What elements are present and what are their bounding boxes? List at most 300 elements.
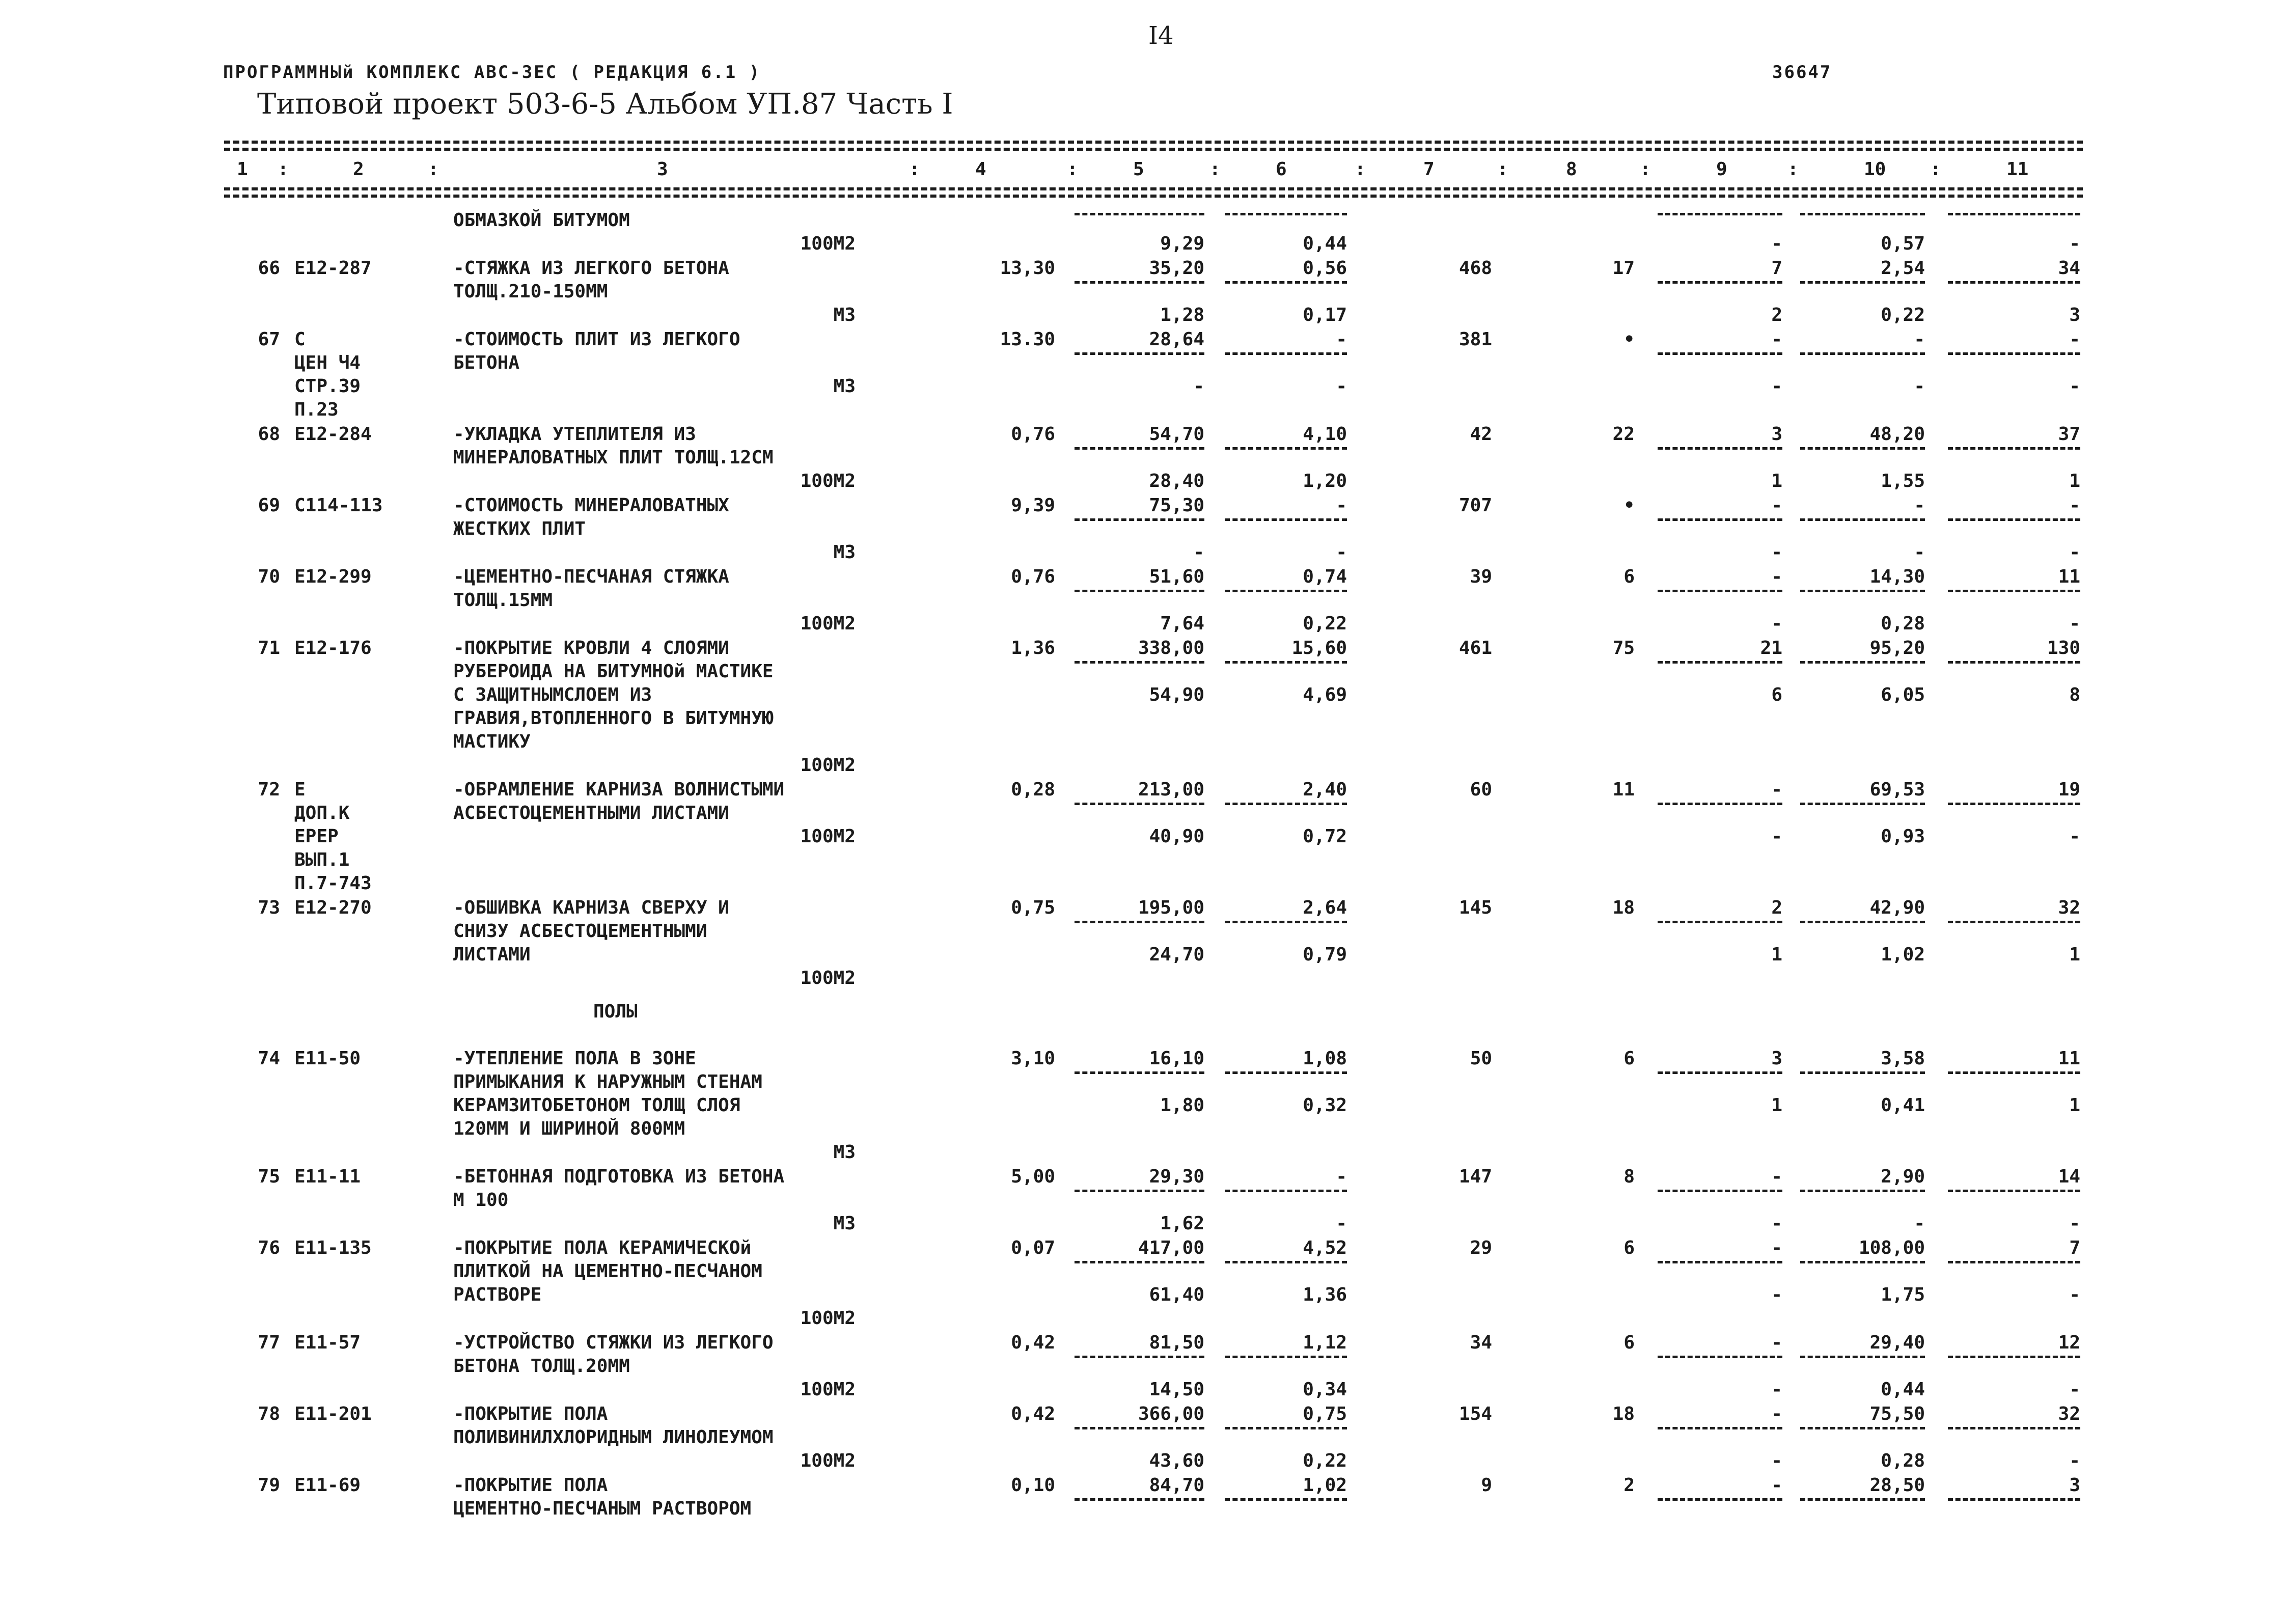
labor-total-sub-value: - — [2069, 826, 2080, 847]
cost-separator — [1658, 1356, 1782, 1358]
labor-total-sub-value: 1 — [2069, 471, 2080, 491]
unit-of-measure: 100М2 — [800, 826, 856, 847]
labor-total-value: 14 — [2058, 1166, 2080, 1187]
cost-separator — [1075, 447, 1204, 450]
wage-total-value: 6 — [1623, 566, 1635, 587]
norm-code: П.7-743 — [294, 873, 372, 894]
labor-total-sub-value: - — [2069, 1284, 2080, 1305]
cost-separator — [1948, 447, 2080, 450]
work-description: ЛИСТАМИ — [453, 944, 531, 965]
work-description: -ОБШИВКА КАРНИЗА СВЕРХУ И — [453, 897, 729, 918]
labor-sub-value: 6,05 — [1881, 684, 1925, 705]
column-header-9: 9 — [1716, 159, 1727, 180]
cost-separator — [1225, 1261, 1347, 1263]
unit-cost-sub-value: 61,40 — [1149, 1284, 1204, 1305]
labor-sub-value: 0,57 — [1881, 233, 1925, 254]
column-header-2: 2 — [353, 159, 364, 180]
wage-total-value: 18 — [1612, 1403, 1635, 1424]
qty-value: 13.30 — [1000, 329, 1055, 350]
total-cost-value: 39 — [1470, 566, 1492, 587]
labor-total-sub-value: - — [2069, 1450, 2080, 1471]
row-number: 78 — [258, 1403, 280, 1424]
qty-value: 0,28 — [1011, 779, 1055, 800]
norm-code: С114-113 — [294, 495, 383, 516]
norm-code: Е11-201 — [294, 1403, 372, 1424]
work-description: РУБЕРОИДА НА БИТУМНОй МАСТИКЕ — [453, 661, 774, 682]
wage-value: 0,75 — [1303, 1403, 1347, 1424]
cost-separator — [1225, 447, 1347, 450]
qty-value: 1,36 — [1011, 638, 1055, 658]
cost-separator — [1075, 1261, 1204, 1263]
total-cost-value: 29 — [1470, 1237, 1492, 1258]
header-rule-top — [224, 141, 2083, 144]
header-separator: : — [1209, 159, 1221, 180]
work-description: -СТОИМОСТЬ ПЛИТ ИЗ ЛЕГКОГО — [453, 329, 740, 350]
wage-sub-value: 1,20 — [1303, 471, 1347, 491]
labor-total-sub-value: 3 — [2069, 305, 2080, 325]
row-number: 71 — [258, 638, 280, 658]
wage-sub-value: 0,22 — [1303, 1450, 1347, 1471]
section-heading: ПОЛЫ — [593, 1001, 638, 1022]
row-number: 73 — [258, 897, 280, 918]
labor-value: 3,58 — [1881, 1048, 1925, 1069]
wage-total-value: 2 — [1623, 1475, 1635, 1496]
labor-value: 14,30 — [1869, 566, 1925, 587]
wage-value: - — [1336, 329, 1347, 350]
wage-total-value: 6 — [1623, 1237, 1635, 1258]
labor-value: 48,20 — [1869, 424, 1925, 445]
wage-value: 0,74 — [1303, 566, 1347, 587]
cost-separator — [1075, 1071, 1204, 1074]
labor-value: 108,00 — [1858, 1237, 1925, 1258]
unit-cost-value: 417,00 — [1138, 1237, 1204, 1258]
work-description: -ПОКРЫТИЕ КРОВЛИ 4 СЛОЯМИ — [453, 638, 729, 658]
cost-separator — [1225, 921, 1347, 923]
machine-value: - — [1771, 1332, 1782, 1353]
labor-sub-value: 0,44 — [1881, 1379, 1925, 1400]
cost-separator — [1075, 1498, 1204, 1501]
work-description: -СТЯЖКА ИЗ ЛЕГКОГО БЕТОНА — [453, 258, 729, 279]
work-description: КЕРАМЗИТОБЕТОНОМ ТОЛЩ СЛОЯ — [453, 1095, 740, 1116]
unit-of-measure: М3 — [833, 376, 856, 397]
cost-separator — [1225, 1190, 1347, 1192]
norm-code: Е11-50 — [294, 1048, 361, 1069]
work-description: -УСТРОЙСТВО СТЯЖКИ ИЗ ЛЕГКОГО — [453, 1332, 774, 1353]
wage-total-value: 22 — [1612, 424, 1635, 445]
cost-separator — [1075, 803, 1204, 805]
wage-total-value: • — [1623, 495, 1635, 516]
column-header-8: 8 — [1566, 159, 1577, 180]
work-description: -ОБРАМЛЕНИЕ КАРНИЗА ВОЛНИСТЫМИ — [453, 779, 785, 800]
norm-code: Е12-287 — [294, 258, 372, 279]
unit-of-measure: 100М2 — [800, 233, 856, 254]
norm-code: Е12-176 — [294, 638, 372, 658]
header-separator: : — [1067, 159, 1078, 180]
total-cost-value: 468 — [1458, 258, 1492, 279]
row-number: 66 — [258, 258, 280, 279]
labor-total-value: 11 — [2058, 1048, 2080, 1069]
norm-code: СТР.39 — [294, 376, 361, 397]
total-cost-value: 461 — [1458, 638, 1492, 658]
cost-separator — [1225, 590, 1347, 592]
machine-value: - — [1771, 329, 1782, 350]
cost-separator — [1658, 590, 1782, 592]
header-rule-bottom-2 — [224, 195, 2083, 198]
wage-sub-value: 0,44 — [1303, 233, 1347, 254]
cost-separator — [1225, 1356, 1347, 1358]
labor-value: 28,50 — [1869, 1475, 1925, 1496]
unit-cost-sub-value: 40,90 — [1149, 826, 1204, 847]
cost-separator — [1658, 1190, 1782, 1192]
cost-separator — [1800, 1498, 1925, 1501]
cost-separator — [1948, 1356, 2080, 1358]
labor-sub-value: 0,41 — [1881, 1095, 1925, 1116]
work-description: ЖЕСТКИХ ПЛИТ — [453, 518, 586, 539]
unit-of-measure: М3 — [833, 305, 856, 325]
row-number: 72 — [258, 779, 280, 800]
machine-value: 21 — [1760, 638, 1782, 658]
unit-cost-sub-value: - — [1193, 376, 1204, 397]
total-cost-value: 42 — [1470, 424, 1492, 445]
wage-sub-value: 1,36 — [1303, 1284, 1347, 1305]
wage-sub-value: - — [1336, 376, 1347, 397]
header-separator: : — [1640, 159, 1651, 180]
labor-total-sub-value: 8 — [2069, 684, 2080, 705]
machine-value: - — [1771, 566, 1782, 587]
labor-value: - — [1914, 495, 1925, 516]
norm-code: ВЫП.1 — [294, 849, 350, 870]
cost-separator — [1948, 281, 2080, 284]
unit-cost-sub-value: 9,29 — [1160, 233, 1204, 254]
wage-total-value: 11 — [1612, 779, 1635, 800]
labor-sub-value: 0,22 — [1881, 305, 1925, 325]
cost-separator — [1225, 281, 1347, 284]
unit-of-measure: 100М2 — [800, 1379, 856, 1400]
unit-of-measure: М3 — [833, 1213, 856, 1234]
machine-value: 3 — [1771, 424, 1782, 445]
labor-total-sub-value: - — [2069, 1379, 2080, 1400]
cost-separator — [1800, 1190, 1925, 1192]
labor-total-value: 7 — [2069, 1237, 2080, 1258]
cost-separator — [1948, 921, 2080, 923]
work-description: ТОЛЩ.210-150ММ — [453, 281, 608, 302]
total-cost-value: 34 — [1470, 1332, 1492, 1353]
column-header-1: 1 — [237, 159, 248, 180]
total-cost-value: 154 — [1458, 1403, 1492, 1424]
norm-code: Е — [294, 779, 306, 800]
labor-sub-value: 0,28 — [1881, 613, 1925, 634]
machine-sub-value: - — [1771, 376, 1782, 397]
wage-total-value: • — [1623, 329, 1635, 350]
cost-separator — [1948, 1498, 2080, 1501]
machine-value: 3 — [1771, 1048, 1782, 1069]
unit-cost-value: 35,20 — [1149, 258, 1204, 279]
row-number: 76 — [258, 1237, 280, 1258]
header-separator: : — [1497, 159, 1508, 180]
machine-sub-value: 1 — [1771, 944, 1782, 965]
column-header-3: 3 — [657, 159, 668, 180]
work-description: МАСТИКУ — [453, 731, 531, 752]
machine-value: - — [1771, 1166, 1782, 1187]
cost-separator — [1225, 1071, 1347, 1074]
machine-sub-value: 1 — [1771, 1095, 1782, 1116]
row-number: 79 — [258, 1475, 280, 1496]
cost-separator — [1225, 213, 1347, 215]
work-description: -СТОИМОСТЬ МИНЕРАЛОВАТНЫХ — [453, 495, 729, 516]
column-header-7: 7 — [1423, 159, 1435, 180]
cost-separator — [1800, 590, 1925, 592]
wage-total-value: 75 — [1612, 638, 1635, 658]
cost-separator — [1225, 1498, 1347, 1501]
cost-separator — [1800, 1427, 1925, 1429]
wage-value: 4,10 — [1303, 424, 1347, 445]
cost-separator — [1800, 447, 1925, 450]
labor-value: 69,53 — [1869, 779, 1925, 800]
labor-value: 42,90 — [1869, 897, 1925, 918]
labor-total-sub-value: 1 — [2069, 1095, 2080, 1116]
total-cost-value: 381 — [1458, 329, 1492, 350]
header-rule-top-2 — [224, 148, 2083, 151]
cost-separator — [1658, 803, 1782, 805]
labor-total-sub-value: - — [2069, 542, 2080, 563]
qty-value: 3,10 — [1011, 1048, 1055, 1069]
total-cost-value: 147 — [1458, 1166, 1492, 1187]
machine-sub-value: - — [1771, 1450, 1782, 1471]
work-description: -ПОКРЫТИЕ ПОЛА — [453, 1475, 608, 1496]
cost-separator — [1658, 213, 1782, 215]
cost-separator — [1948, 1071, 2080, 1074]
unit-cost-value: 29,30 — [1149, 1166, 1204, 1187]
wage-total-value: 8 — [1623, 1166, 1635, 1187]
header-separator: : — [1355, 159, 1366, 180]
wage-total-value: 6 — [1623, 1048, 1635, 1069]
cost-separator — [1658, 352, 1782, 355]
cost-separator — [1800, 281, 1925, 284]
unit-cost-sub-value: 7,64 — [1160, 613, 1204, 634]
wage-value: 15,60 — [1291, 638, 1347, 658]
norm-code: С — [294, 329, 306, 350]
row-number: 68 — [258, 424, 280, 445]
unit-of-measure: 100М2 — [800, 1450, 856, 1471]
machine-value: - — [1771, 1475, 1782, 1496]
norm-code: ДОП.К — [294, 803, 350, 823]
wage-value: 1,02 — [1303, 1475, 1347, 1496]
unit-cost-value: 195,00 — [1138, 897, 1204, 918]
labor-value: - — [1914, 329, 1925, 350]
labor-sub-value: 1,75 — [1881, 1284, 1925, 1305]
machine-value: - — [1771, 495, 1782, 516]
work-description: -ЦЕМЕНТНО-ПЕСЧАНАЯ СТЯЖКА — [453, 566, 729, 587]
doc-number: 36647 — [1772, 62, 1832, 82]
machine-value: - — [1771, 779, 1782, 800]
labor-sub-value: - — [1914, 542, 1925, 563]
labor-total-value: 32 — [2058, 1403, 2080, 1424]
wage-value: 1,12 — [1303, 1332, 1347, 1353]
cost-separator — [1800, 518, 1925, 521]
total-cost-value: 50 — [1470, 1048, 1492, 1069]
row-number: 67 — [258, 329, 280, 350]
wage-sub-value: 0,17 — [1303, 305, 1347, 325]
wage-value: - — [1336, 1166, 1347, 1187]
cost-separator — [1948, 803, 2080, 805]
labor-value: 29,40 — [1869, 1332, 1925, 1353]
labor-total-sub-value: - — [2069, 233, 2080, 254]
wage-sub-value: 0,34 — [1303, 1379, 1347, 1400]
cost-separator — [1075, 590, 1204, 592]
machine-sub-value: - — [1771, 542, 1782, 563]
cost-separator — [1075, 1427, 1204, 1429]
work-description: -ПОКРЫТИЕ ПОЛА КЕРАМИЧЕСКОй — [453, 1237, 752, 1258]
labor-sub-value: 1,02 — [1881, 944, 1925, 965]
cost-separator — [1658, 1498, 1782, 1501]
work-description: 120ММ И ШИРИНОЙ 800ММ — [453, 1118, 685, 1139]
work-description: СНИЗУ АСБЕСТОЦЕМЕНТНЫМИ — [453, 921, 707, 942]
norm-code: Е11-69 — [294, 1475, 361, 1496]
qty-value: 0,10 — [1011, 1475, 1055, 1496]
row-number: 75 — [258, 1166, 280, 1187]
row-number: 70 — [258, 566, 280, 587]
cost-separator — [1658, 921, 1782, 923]
row-number: 74 — [258, 1048, 280, 1069]
qty-value: 0,07 — [1011, 1237, 1055, 1258]
wage-sub-value: - — [1336, 1213, 1347, 1234]
cost-separator — [1075, 352, 1204, 355]
cost-separator — [1658, 661, 1782, 664]
wage-value: 4,52 — [1303, 1237, 1347, 1258]
norm-code: ЕРЕР — [294, 826, 339, 847]
column-header-10: 10 — [1864, 159, 1886, 180]
labor-sub-value: 1,55 — [1881, 471, 1925, 491]
unit-cost-value: 213,00 — [1138, 779, 1204, 800]
unit-of-measure: 100М2 — [800, 1308, 856, 1329]
work-description: -ПОКРЫТИЕ ПОЛА — [453, 1403, 608, 1424]
program-line: ПРОГРАММНЫй КОМПЛЕКС АВС-3ЕС ( РЕДАКЦИЯ 6.1 ) — [223, 62, 761, 82]
total-cost-value: 60 — [1470, 779, 1492, 800]
work-description: -УТЕПЛЕНИЕ ПОЛА В ЗОНЕ — [453, 1048, 696, 1069]
unit-cost-sub-value: 43,60 — [1149, 1450, 1204, 1471]
wage-sub-value: 4,69 — [1303, 684, 1347, 705]
labor-value: 2,54 — [1881, 258, 1925, 279]
unit-cost-sub-value: 24,70 — [1149, 944, 1204, 965]
machine-sub-value: 2 — [1771, 305, 1782, 325]
total-cost-value: 9 — [1481, 1475, 1492, 1496]
unit-cost-sub-value: 1,28 — [1160, 305, 1204, 325]
wage-total-value: 6 — [1623, 1332, 1635, 1353]
labor-total-value: - — [2069, 495, 2080, 516]
cost-separator — [1075, 1190, 1204, 1192]
machine-value: - — [1771, 1237, 1782, 1258]
cost-separator — [1948, 661, 2080, 664]
work-description: АСБЕСТОЦЕМЕНТНЫМИ ЛИСТАМИ — [453, 803, 729, 823]
qty-value: 0,42 — [1011, 1332, 1055, 1353]
work-description: ПЛИТКОЙ НА ЦЕМЕНТНО-ПЕСЧАНОМ — [453, 1261, 762, 1282]
labor-total-sub-value: - — [2069, 613, 2080, 634]
header-separator: : — [1787, 159, 1799, 180]
norm-code: ЦЕН Ч4 — [294, 352, 361, 373]
machine-value: 7 — [1771, 258, 1782, 279]
labor-sub-value: - — [1914, 1213, 1925, 1234]
cost-separator — [1658, 518, 1782, 521]
wage-sub-value: 0,22 — [1303, 613, 1347, 634]
cost-separator — [1075, 921, 1204, 923]
work-description: ОБМАЗКОЙ БИТУМОМ — [453, 210, 630, 231]
cost-separator — [1075, 661, 1204, 664]
wage-sub-value: 0,72 — [1303, 826, 1347, 847]
machine-sub-value: - — [1771, 1379, 1782, 1400]
cost-separator — [1658, 1427, 1782, 1429]
page-number: I4 — [1148, 21, 1174, 50]
cost-separator — [1800, 803, 1925, 805]
machine-sub-value: - — [1771, 1284, 1782, 1305]
unit-cost-sub-value: 1,80 — [1160, 1095, 1204, 1116]
unit-cost-value: 338,00 — [1138, 638, 1204, 658]
project-title: Типовой проект 503-6-5 Альбом УП.87 Часть I — [257, 88, 953, 121]
unit-cost-sub-value: 14,50 — [1149, 1379, 1204, 1400]
work-description: МИНЕРАЛОВАТНЫХ ПЛИТ ТОЛЩ.12СМ — [453, 447, 774, 468]
unit-of-measure: 100М2 — [800, 755, 856, 776]
cost-separator — [1948, 213, 2080, 215]
cost-separator — [1225, 518, 1347, 521]
wage-value: 1,08 — [1303, 1048, 1347, 1069]
labor-total-value: 11 — [2058, 566, 2080, 587]
norm-code: Е11-11 — [294, 1166, 361, 1187]
cost-separator — [1948, 1427, 2080, 1429]
labor-total-sub-value: 1 — [2069, 944, 2080, 965]
unit-cost-sub-value: 54,90 — [1149, 684, 1204, 705]
work-description: ПРИМЫКАНИЯ К НАРУЖНЫМ СТЕНАМ — [453, 1071, 762, 1092]
work-description: ЦЕМЕНТНО-ПЕСЧАНЫМ РАСТВОРОМ — [453, 1498, 752, 1519]
wage-value: - — [1336, 495, 1347, 516]
work-description: БЕТОНА ТОЛЩ.20ММ — [453, 1356, 630, 1377]
work-description: С ЗАЩИТНЫМСЛОЕМ ИЗ — [453, 684, 652, 705]
cost-separator — [1948, 1261, 2080, 1263]
labor-sub-value: - — [1914, 376, 1925, 397]
cost-separator — [1075, 213, 1204, 215]
qty-value: 0,76 — [1011, 566, 1055, 587]
cost-separator — [1800, 1261, 1925, 1263]
unit-cost-value: 84,70 — [1149, 1475, 1204, 1496]
cost-separator — [1800, 352, 1925, 355]
header-separator: : — [428, 159, 439, 180]
unit-cost-value: 75,30 — [1149, 495, 1204, 516]
row-number: 69 — [258, 495, 280, 516]
unit-cost-value: 16,10 — [1149, 1048, 1204, 1069]
cost-separator — [1800, 213, 1925, 215]
machine-sub-value: - — [1771, 613, 1782, 634]
qty-value: 9,39 — [1011, 495, 1055, 516]
unit-of-measure: 100М2 — [800, 471, 856, 491]
qty-value: 13,30 — [1000, 258, 1055, 279]
machine-sub-value: - — [1771, 233, 1782, 254]
unit-cost-sub-value: - — [1193, 542, 1204, 563]
column-header-5: 5 — [1133, 159, 1144, 180]
wage-value: 2,64 — [1303, 897, 1347, 918]
unit-cost-sub-value: 1,62 — [1160, 1213, 1204, 1234]
unit-cost-value: 81,50 — [1149, 1332, 1204, 1353]
labor-value: 75,50 — [1869, 1403, 1925, 1424]
labor-total-value: 34 — [2058, 258, 2080, 279]
cost-separator — [1075, 281, 1204, 284]
cost-separator — [1658, 1261, 1782, 1263]
machine-sub-value: - — [1771, 1213, 1782, 1234]
unit-of-measure: М3 — [833, 1142, 856, 1163]
work-description: -БЕТОННАЯ ПОДГОТОВКА ИЗ БЕТОНА — [453, 1166, 785, 1187]
norm-code: Е11-135 — [294, 1237, 372, 1258]
work-description: ГРАВИЯ,ВТОПЛЕННОГО В БИТУМНУЮ — [453, 708, 774, 729]
machine-value: 2 — [1771, 897, 1782, 918]
labor-total-sub-value: - — [2069, 1213, 2080, 1234]
norm-code: Е12-270 — [294, 897, 372, 918]
